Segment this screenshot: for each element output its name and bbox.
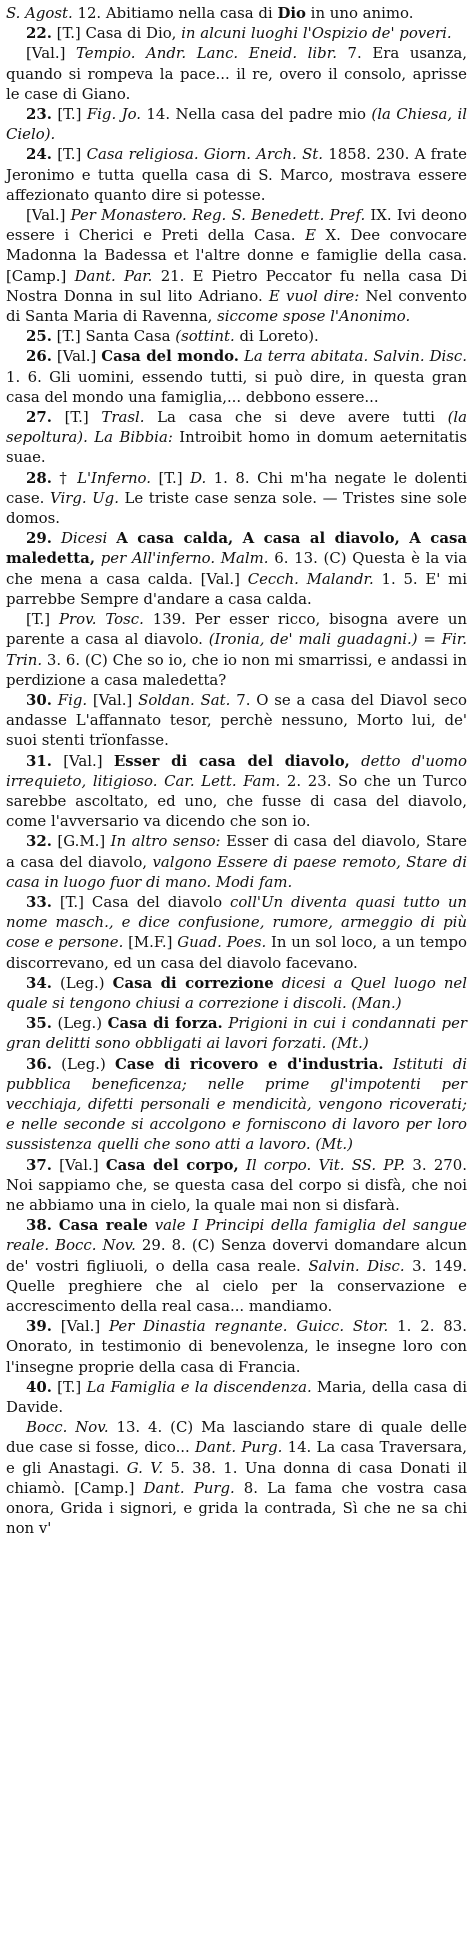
entry-italic-text: La Famiglia e la discendenza. — [86, 1377, 312, 1396]
dictionary-entry — [6, 1215, 467, 1316]
entry-bold-text: 32. — [26, 832, 52, 851]
dictionary-entry — [6, 831, 467, 892]
entry-text: [G.M.] — [51, 832, 111, 851]
entry-text: 1. 8. Chi m'ha negate le dolenti case. — [6, 468, 467, 507]
dictionary-entry — [6, 892, 467, 973]
entry-italic-text: (Ironia, de' mali guadagni.) — [208, 630, 418, 649]
entry-text: 12. Abitiamo nella casa di — [72, 4, 278, 22]
entry-text — [239, 1156, 246, 1174]
entry-italic-text: La terra abitata. Salvin. Disc. — [244, 347, 467, 366]
entry-italic-text: Per Monastero. Reg. S. Benedett. Pref. — [70, 206, 366, 225]
entry-italic-text: D. — [190, 468, 207, 487]
dictionary-entry — [6, 1316, 467, 1377]
entry-italic-text: Per Dinastia regnante. Guicc. Stor. — [109, 1317, 389, 1336]
entry-bold-text: 22. — [26, 24, 52, 43]
entry-text: [T.] Casa del diavolo — [51, 892, 231, 911]
entry-bold-text: 28. — [26, 468, 52, 487]
entry-text: [T.] — [151, 468, 191, 487]
dictionary-entry — [6, 973, 467, 1013]
entry-text: 3. 6. (C) Che so io, che io non mi smarrissi, e andassi in perdizione a casa maledetta? — [6, 650, 467, 689]
entry-text: Nel convento di Santa Maria di Ravenna, — [6, 286, 467, 326]
entry-text: 1. 2. 83. Onorato, in testimonio di benevolenza, le insegne loro con l'insegne proprie della casa di Francia. — [6, 1317, 467, 1376]
entry-bold-text: 31. — [26, 751, 52, 770]
entry-bold-text: Dio — [277, 4, 306, 22]
entry-text: [T.] — [51, 1377, 87, 1396]
entry-text: = — [417, 630, 442, 649]
entry-text: [Val.] — [51, 1317, 110, 1336]
dictionary-entry — [6, 346, 467, 407]
dictionary-entry — [6, 104, 467, 144]
entry-text: 5. 38. 1. Una donna di casa Donati il chiamò. [Camp.] — [6, 1458, 467, 1497]
entry-italic-text: S. Agost. — [6, 4, 73, 22]
dictionary-entry — [6, 205, 467, 326]
entry-text: [Val.] — [51, 347, 102, 366]
entry-italic-text: vale I Principi della famiglia del sangue reale. Bocc. Nov. — [6, 1216, 467, 1255]
entry-bold-text: 25. — [26, 327, 52, 346]
entry-italic-text: G. V. — [126, 1458, 164, 1477]
entry-italic-text: (sottint. — [175, 327, 235, 346]
dictionary-entry — [6, 1377, 467, 1417]
entry-text: 3. 149. Quelle preghiere che al cielo per la conservazione e accrescimento della real casa... mandiamo. — [6, 1256, 467, 1315]
entry-text: La casa che si deve avere tutti — [144, 408, 448, 427]
entry-italic-text: Prov. Tosc. — [59, 610, 144, 629]
entry-text: 2. 23. So che un Turco sarebbe ascoltato, ed uno, che fusse di casa del diavolo, come l'avversario va dicendo che son io. — [6, 771, 468, 831]
dictionary-entry — [6, 1013, 467, 1053]
entry-bold-text: 34. — [26, 973, 52, 992]
entry-bold-text: 35. — [26, 1014, 52, 1033]
entry-italic-text: siccome spose l'Anonimo. — [217, 307, 411, 326]
entry-text: [Val.] — [26, 206, 71, 225]
entry-bold-text: 37. — [26, 1155, 52, 1174]
entry-text: [Val.] — [26, 44, 76, 63]
entry-bold-text: 33. — [26, 892, 52, 911]
entry-bold-text: 36. — [26, 1054, 52, 1073]
entry-bold-text: Casa di correzione — [112, 973, 274, 992]
entry-text: 1858. 230. A frate Jeronimo e tutta quella casa di S. Marco, mostrava essere affezionato quanto dire si potesse. — [6, 145, 467, 204]
entry-italic-text: Prigioni in cui i condannati per gran delitti sono obbligati ai lavori forzati. (Mt.) — [6, 1014, 467, 1053]
entry-text: Esser di casa del diavolo, Stare a casa del diavolo, — [6, 832, 467, 871]
entry-text — [148, 1216, 155, 1234]
entry-italic-text: L'Inferno. — [77, 468, 151, 487]
entry-italic-text: Istituti di pubblica beneficenza; nelle prime gl'impotenti per vecchiaja, difetti personali e mendicità, vengono ricoverati; e nelle seconde si accolgono e forniscono di lavoro per loro sussistenza quelli che sono atti a lavoro. (Mt.) — [6, 1054, 467, 1154]
entry-text: 6. 13. (C) Questa è la via che mena a casa calda. [Val.] — [6, 549, 468, 588]
dictionary-entry — [6, 690, 467, 751]
entry-text: 14. La casa Traversara, e gli Anastagi. — [6, 1438, 467, 1477]
entry-bold-text: Casa del mondo. — [101, 347, 239, 366]
entry-italic-text: Trasl. — [101, 408, 145, 427]
entry-text: 13. 4. (C) Ma lasciando stare di quale delle due case si fosse, dico... — [6, 1418, 467, 1457]
dictionary-entry — [6, 326, 467, 346]
entry-bold-text: 38. — [26, 1216, 52, 1235]
dictionary-entry — [6, 144, 467, 205]
entry-text — [350, 752, 361, 770]
entry-text — [107, 529, 116, 547]
entry-italic-text: Casa religiosa. Giorn. Arch. St. — [86, 145, 323, 164]
entry-italic-text: E — [305, 226, 316, 245]
entry-italic-text: per All'inferno. Malm. — [100, 549, 269, 568]
entry-italic-text: Dant. Purg. — [195, 1438, 283, 1457]
entry-italic-text: (la sepoltura). La Bibbia: — [6, 408, 468, 447]
entry-text — [384, 1055, 393, 1073]
entry-bold-text: Casa del corpo, — [105, 1155, 239, 1174]
entry-italic-text: valgono Essere di paese remoto, Stare di casa in luogo fuor di mano. Modi fam. — [6, 852, 467, 891]
entry-text: 1. 5. E' mi parrebbe Sempre d'andare a casa calda. — [6, 569, 467, 608]
entry-italic-text: Soldan. Sat. — [138, 690, 231, 709]
entry-text: di Loreto). — [234, 327, 319, 346]
entry-bold-text: A casa calda, A casa al diavolo, A casa maledetta, — [6, 529, 468, 568]
entry-italic-text: Cecch. Malandr. — [247, 569, 374, 588]
entry-text: 14. Nella casa del padre mio — [141, 105, 372, 124]
entry-italic-text: E vuol dire: — [268, 286, 360, 305]
entry-text: (Leg.) — [51, 1014, 108, 1033]
entry-italic-text: Dant. Par. — [74, 266, 153, 285]
entry-text: Maria, della casa di Davide. — [6, 1377, 467, 1417]
entry-italic-text: Dant. Purg. — [143, 1478, 235, 1497]
entry-italic-text: In altro senso: — [110, 832, 221, 851]
entry-text: [T.] Santa Casa — [51, 327, 176, 346]
entry-bold-text: 27. — [26, 408, 52, 427]
entry-bold-text: 24. — [26, 145, 52, 164]
entry-italic-text: (la Chiesa, il Cielo). — [6, 105, 467, 144]
entry-text: [T.] — [26, 610, 59, 629]
entry-italic-text: Fig. — [57, 690, 88, 709]
entry-bold-text: 30. — [26, 690, 52, 709]
entry-text: (Leg.) — [51, 1054, 116, 1073]
dictionary-entry — [6, 1054, 467, 1155]
entry-italic-text: Fig. Jo. — [86, 105, 142, 124]
entry-text: IX. Ivi deono essere i Cherici e Preti della Casa. — [6, 206, 467, 245]
entry-italic-text: Dicesi — [60, 529, 108, 548]
entry-text: In un sol loco, a un tempo discorrevano, ed un casa del diavolo facevano. — [6, 933, 467, 972]
entry-bold-text: 26. — [26, 347, 52, 366]
entry-bold-text: Casa di forza. — [107, 1014, 223, 1033]
entry-italic-text: coll'Un diventa quasi tutto un nome masch., e dice confusione, rumore, armeggio di più cose e persone. — [6, 892, 468, 952]
entry-bold-text: Case di ricovero e d'industria. — [115, 1054, 384, 1073]
entry-text: [Val.] — [51, 751, 114, 770]
entry-italic-text: Salvin. Disc. — [308, 1256, 405, 1275]
entry-text: [T.] — [51, 145, 87, 164]
entry-text: [T.] Casa di Dio, — [51, 24, 182, 43]
dictionary-entry — [6, 43, 467, 104]
entry-text: 21. E Pietro Peccator fu nella casa Di Nostra Donna in sul lito Adriano. — [6, 266, 467, 305]
dictionary-entry — [6, 751, 467, 832]
dictionary-entry — [6, 1417, 467, 1538]
entry-text: Introibit homo in domum aeternitatis suae. — [6, 428, 467, 467]
entry-italic-text: Guad. Poes. — [177, 933, 267, 952]
entry-text: Le triste case senza sole. — Tristes sine sole domos. — [6, 488, 467, 528]
entry-italic-text: Bocc. Nov. — [26, 1418, 109, 1437]
entry-text: [T.] — [51, 408, 102, 427]
entry-bold-text: 23. — [26, 105, 52, 124]
entry-bold-text: 40. — [26, 1377, 52, 1396]
entry-text — [52, 1216, 59, 1234]
entry-text: X. Dee convocare Madonna la Badessa et l'altre donne e famiglie della casa. [Camp.] — [6, 226, 467, 285]
entry-text: in uno animo. — [305, 4, 414, 22]
entry-bold-text: 39. — [26, 1317, 52, 1336]
entry-text: 139. Per esser ricco, bisogna avere un parente a casa al diavolo. — [6, 610, 468, 649]
entry-text — [52, 529, 61, 547]
dictionary-entry — [6, 1155, 467, 1216]
entry-italic-text: Il corpo. Vit. SS. PP. — [245, 1155, 406, 1174]
entry-text: [Val.] — [87, 690, 139, 709]
entry-italic-text: in alcuni luoghi l'Ospizio de' poveri. — [181, 24, 452, 43]
entry-text — [274, 974, 282, 992]
entry-text: † — [51, 468, 78, 487]
dictionary-entry — [6, 407, 467, 468]
entry-text: 1. 6. Gli uomini, essendo tutti, si può dire, in questa gran casa del mondo una famiglia,... debbono essere... — [6, 367, 467, 406]
dictionary-entry — [6, 609, 467, 690]
entry-italic-text: Tempio. Andr. Lanc. Eneid. libr. — [75, 44, 337, 63]
entry-bold-text: 29. — [26, 529, 52, 548]
dictionary-entry — [6, 528, 467, 609]
entry-bold-text: Esser di casa del diavolo, — [113, 751, 350, 770]
entry-bold-text: Casa reale — [58, 1216, 148, 1235]
entry-text: 3. 270. Noi sappiamo che, se questa casa del corpo si disfà, che noi ne abbiamo una in cielo, la quale mai non si disfarà. — [6, 1155, 467, 1214]
entry-italic-text: Fir. Trin. — [6, 630, 467, 669]
dictionary-entry — [6, 3, 467, 23]
entry-text: (Leg.) — [51, 973, 113, 992]
entry-italic-text: detto d'uomo irrequieto, litigioso. Car. Lett. Fam. — [6, 751, 467, 790]
entry-text: 29. 8. (C) Senza dovervi domandare alcun de' vostri figliuoli, o della casa reale. — [6, 1236, 467, 1275]
entry-text: 7. O se a casa del Diavol seco andasse L'affannato tesor, perchè nessuno, Morto lui, de' suoi stenti trïonfasse. — [6, 690, 467, 750]
entry-text: 8. La fama che vostra casa onora, Grida i signori, e grida la contrada, Sì che ne sa chi non v' — [6, 1478, 467, 1538]
entry-italic-text: dicesi a Quel luogo nel quale si tengono chiusi a correzione i discoli. (Man.) — [6, 973, 468, 1012]
entry-text: 7. Era usanza, quando si rompeva la pace... il re, overo il consolo, aprisse le case di Giano. — [6, 44, 467, 103]
entry-italic-text: Virg. Ug. — [49, 488, 119, 507]
entry-text: [Val.] — [51, 1155, 106, 1174]
dictionary-entry — [6, 468, 467, 529]
entry-text: [T.] — [51, 105, 87, 124]
entry-text: [M.F.] — [123, 933, 178, 952]
dictionary-entry — [6, 23, 467, 43]
